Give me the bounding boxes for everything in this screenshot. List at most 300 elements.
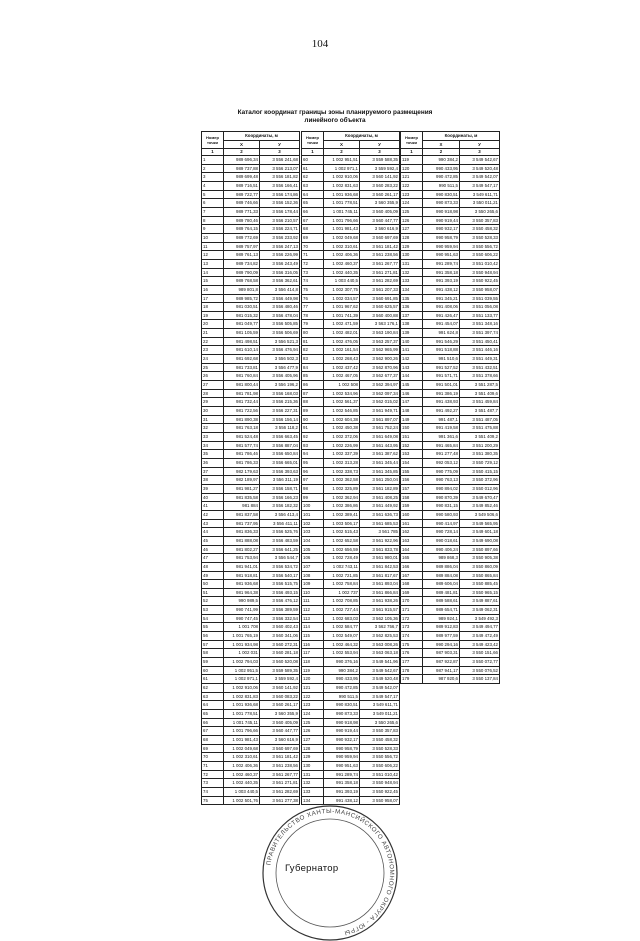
x-coord-cell: 1 001 796,66 bbox=[324, 216, 360, 225]
table-row bbox=[401, 545, 500, 554]
point-number-cell: 151 bbox=[401, 433, 423, 442]
table-row bbox=[202, 528, 300, 537]
point-number-cell: 94 bbox=[302, 450, 324, 459]
y-coord-cell: 3 550 556,72 bbox=[360, 753, 400, 762]
table-row bbox=[401, 623, 500, 632]
point-number-cell: 20 bbox=[202, 320, 224, 329]
point-number-cell: 162 bbox=[401, 528, 423, 537]
table-row bbox=[202, 363, 300, 372]
point-number-cell: 13 bbox=[202, 259, 224, 268]
table-row bbox=[302, 606, 400, 615]
table-row bbox=[302, 216, 400, 225]
point-number-cell: 99 bbox=[302, 493, 324, 502]
y-coord-cell: 3 561 752,24 bbox=[360, 424, 400, 433]
x-coord-cell: 981 786,33 bbox=[224, 458, 260, 467]
coord-table bbox=[400, 131, 500, 684]
y-coord-cell: 3 550 072,77 bbox=[460, 658, 500, 667]
page-number: 104 bbox=[311, 38, 329, 50]
y-coord-cell: 3 551 446,16 bbox=[460, 346, 500, 355]
table-row bbox=[202, 346, 300, 355]
x-coord-cell: 989 884,08 bbox=[423, 571, 460, 580]
y-coord-cell: 3 560 691,85 bbox=[360, 294, 400, 303]
x-coord-cell: 1 002 310,61 bbox=[324, 242, 360, 251]
coord-table-block-1 bbox=[201, 131, 300, 805]
x-coord-cell: 991 289,74 bbox=[324, 770, 360, 779]
y-coord-cell: 3 551 010,42 bbox=[460, 259, 500, 268]
point-number-cell: 114 bbox=[302, 623, 324, 632]
y-coord-cell: 3 561 893,04 bbox=[360, 580, 400, 589]
x-coord-cell: 981 015,32 bbox=[224, 311, 260, 320]
y-coord-cell: 3 556 525,76 bbox=[260, 528, 300, 537]
x-coord-cell: 981 890,38 bbox=[224, 415, 260, 424]
y-coord-cell: 3 561 866,84 bbox=[360, 588, 400, 597]
point-number-cell: 147 bbox=[401, 398, 423, 407]
y-coord-cell: 3 550 458,32 bbox=[360, 735, 400, 744]
y-coord-cell: 3 563 257,37 bbox=[360, 337, 400, 346]
x-coord-cell: 990 870,39 bbox=[423, 493, 460, 502]
y-coord-cell: 3 551 409,6 bbox=[460, 389, 500, 398]
table-row bbox=[302, 303, 400, 312]
y-coord-cell: 3 549 062,31 bbox=[460, 606, 500, 615]
table-row bbox=[202, 502, 300, 511]
x-coord-cell: 1 002 031 bbox=[224, 649, 260, 658]
point-number-cell: 73 bbox=[202, 779, 224, 788]
point-number-cell: 89 bbox=[302, 407, 324, 416]
table-row bbox=[202, 562, 300, 571]
y-coord-cell: 3 562 825,53 bbox=[360, 632, 400, 641]
table-row bbox=[401, 536, 500, 545]
x-coord-cell: 989 699,48 bbox=[224, 173, 260, 182]
x-coord-cell: 990 831,15 bbox=[423, 502, 460, 511]
point-number-cell: 176 bbox=[401, 649, 423, 658]
point-number-cell: 131 bbox=[401, 259, 423, 268]
table-row bbox=[401, 285, 500, 294]
y-coord-cell: 3 561 250,04 bbox=[360, 476, 400, 485]
y-coord-cell: 3 550 357,83 bbox=[460, 216, 500, 225]
y-coord-cell: 3 560 616,9 bbox=[260, 735, 300, 744]
x-coord-cell: 990 958,79 bbox=[423, 233, 460, 242]
y-coord-cell: 3 556 247,13 bbox=[260, 242, 300, 251]
x-coord-cell: 990 376,16 bbox=[324, 658, 360, 667]
x-coord-cell: 1 002 534,96 bbox=[324, 389, 360, 398]
x-coord-cell: 989 606,04 bbox=[423, 580, 460, 589]
table-row bbox=[401, 225, 500, 234]
x-coord-cell: 982 179,63 bbox=[224, 467, 260, 476]
table-row bbox=[202, 476, 300, 485]
y-coord-cell: 3 551 432,51 bbox=[460, 363, 500, 372]
point-number-cell: 45 bbox=[202, 536, 224, 545]
y-coord-cell: 3 561 938,26 bbox=[360, 597, 400, 606]
point-number-cell: 17 bbox=[202, 294, 224, 303]
point-number-cell: 98 bbox=[302, 484, 324, 493]
x-coord-cell: 989 780,46 bbox=[224, 216, 260, 225]
point-number-cell: 120 bbox=[401, 164, 423, 173]
table-row bbox=[302, 692, 400, 701]
point-number-cell: 117 bbox=[302, 649, 324, 658]
table-row bbox=[302, 311, 400, 320]
point-number-cell: 11 bbox=[202, 242, 224, 251]
table-row bbox=[401, 580, 500, 589]
x-coord-cell: 1 001 765,19 bbox=[224, 632, 260, 641]
y-coord-cell: 3 556 641,25 bbox=[260, 545, 300, 554]
x-coord-cell: 990 384,2 bbox=[324, 666, 360, 675]
y-coord-cell: 3 550 458,32 bbox=[460, 225, 500, 234]
y-coord-cell: 3 560 697,69 bbox=[360, 233, 400, 242]
table-row bbox=[302, 614, 400, 623]
table-row bbox=[202, 355, 300, 364]
y-coord-cell: 3 556 477,9 bbox=[260, 363, 300, 372]
table-row bbox=[302, 346, 400, 355]
table-row bbox=[302, 433, 400, 442]
x-coord-cell: 1 002 951,5 bbox=[224, 666, 260, 675]
table-row bbox=[401, 398, 500, 407]
y-coord-cell: 3 551 039,55 bbox=[460, 294, 500, 303]
table-row bbox=[202, 164, 300, 173]
x-coord-cell: 989 790,09 bbox=[224, 268, 260, 277]
y-coord-cell: 3 560 697,69 bbox=[260, 744, 300, 753]
table-row bbox=[302, 199, 400, 208]
x-coord-cell: 991 419,58 bbox=[423, 424, 460, 433]
point-number-cell: 62 bbox=[202, 684, 224, 693]
x-coord-cell: 989 734,82 bbox=[224, 259, 260, 268]
table-row bbox=[401, 363, 500, 372]
y-coord-cell: 3 556 196,2 bbox=[260, 381, 300, 390]
x-coord-cell: 989 912,83 bbox=[423, 623, 460, 632]
y-coord-cell: 3 561 277,38 bbox=[260, 796, 300, 805]
point-number-cell: 50 bbox=[202, 580, 224, 589]
y-coord-cell: 3 550 012,96 bbox=[460, 484, 500, 493]
table-row bbox=[401, 355, 500, 364]
x-coord-cell: 987 922,87 bbox=[423, 658, 460, 667]
x-coord-cell: 1 002 313,28 bbox=[324, 458, 360, 467]
y-coord-cell: 3 550 011,21 bbox=[460, 199, 500, 208]
table-row bbox=[202, 710, 300, 719]
y-coord-cell: 3 549 494,77 bbox=[460, 623, 500, 632]
x-coord-cell: 989 746,66 bbox=[224, 199, 260, 208]
y-coord-cell: 3 550 265,6 bbox=[360, 718, 400, 727]
x-coord-cell: 1 002 049,68 bbox=[324, 233, 360, 242]
point-number-cell: 70 bbox=[202, 753, 224, 762]
table-row bbox=[202, 381, 300, 390]
point-number-cell: 106 bbox=[302, 554, 324, 563]
table-row bbox=[401, 329, 500, 338]
x-coord-cell: 1 002 508 bbox=[324, 381, 360, 390]
x-coord-cell: 1 002 553,94 bbox=[324, 649, 360, 658]
table-row bbox=[202, 571, 300, 580]
x-coord-cell: 989 768,58 bbox=[224, 277, 260, 286]
y-coord-cell: 3 556 480,46 bbox=[260, 303, 300, 312]
point-number-cell: 78 bbox=[302, 311, 324, 320]
y-coord-cell: 3 549 506,6 bbox=[460, 510, 500, 519]
y-coord-cell: 3 550 897,66 bbox=[460, 545, 500, 554]
table-row bbox=[202, 727, 300, 736]
table-row bbox=[202, 181, 300, 190]
y-coord-cell: 3 556 174,86 bbox=[260, 190, 300, 199]
x-coord-cell: 1 002 831,83 bbox=[224, 692, 260, 701]
y-coord-cell: 3 560 083,22 bbox=[260, 692, 300, 701]
table-row bbox=[202, 718, 300, 727]
point-number-cell: 104 bbox=[302, 536, 324, 545]
x-coord-cell: 981 692,68 bbox=[224, 355, 260, 364]
header-axis-x: X bbox=[224, 141, 260, 149]
table-row bbox=[401, 424, 500, 433]
y-coord-cell: 3 556 505,85 bbox=[260, 320, 300, 329]
table-row bbox=[202, 484, 300, 493]
table-row bbox=[401, 528, 500, 537]
table-row bbox=[302, 398, 400, 407]
table-row bbox=[302, 597, 400, 606]
table-row bbox=[302, 588, 400, 597]
y-coord-cell: 3 550 151,66 bbox=[460, 649, 500, 658]
table-row bbox=[202, 666, 300, 675]
x-coord-cell: 1 002 406,36 bbox=[224, 761, 260, 770]
x-coord-cell: 990 830,51 bbox=[324, 701, 360, 710]
table-row bbox=[202, 320, 300, 329]
point-number-cell: 166 bbox=[401, 562, 423, 571]
y-coord-cell: 3 556 663,45 bbox=[260, 433, 300, 442]
column-index: 1 bbox=[401, 149, 423, 156]
table-row bbox=[302, 510, 400, 519]
table-row bbox=[202, 597, 300, 606]
point-number-cell: 171 bbox=[401, 606, 423, 615]
y-coord-cell: 3 556 414,8 bbox=[260, 285, 300, 294]
point-number-cell: 8 bbox=[202, 216, 224, 225]
point-number-cell: 67 bbox=[302, 216, 324, 225]
y-coord-cell: 3 551 200,29 bbox=[460, 441, 500, 450]
y-coord-cell: 3 562 870,96 bbox=[360, 363, 400, 372]
x-coord-cell: 987 903,31 bbox=[423, 649, 460, 658]
point-number-cell: 14 bbox=[202, 268, 224, 277]
point-number-cell: 59 bbox=[202, 658, 224, 667]
y-coord-cell: 3 561 949,71 bbox=[360, 407, 400, 416]
y-coord-cell: 3 556 502,3 bbox=[260, 355, 300, 364]
table-row bbox=[302, 407, 400, 416]
table-row bbox=[302, 727, 400, 736]
table-row bbox=[302, 519, 400, 528]
point-number-cell: 91 bbox=[302, 424, 324, 433]
table-row bbox=[302, 770, 400, 779]
x-coord-cell: 1 002 450,38 bbox=[324, 424, 360, 433]
x-coord-cell: 991 289,74 bbox=[423, 259, 460, 268]
point-number-cell: 29 bbox=[202, 398, 224, 407]
point-number-cell: 66 bbox=[202, 718, 224, 727]
point-number-cell: 85 bbox=[302, 372, 324, 381]
point-number-cell: 87 bbox=[302, 389, 324, 398]
x-coord-cell: 1 003 440,5 bbox=[224, 787, 260, 796]
table-row bbox=[302, 363, 400, 372]
table-row bbox=[302, 381, 400, 390]
y-coord-cell: 3 549 542,07 bbox=[360, 684, 400, 693]
y-coord-cell: 3 550 265,6 bbox=[460, 207, 500, 216]
y-coord-cell: 3 556 887,04 bbox=[260, 441, 300, 450]
column-index: 2 bbox=[324, 149, 360, 156]
point-number-cell: 48 bbox=[202, 562, 224, 571]
y-coord-cell: 3 556 650,84 bbox=[260, 450, 300, 459]
point-number-cell: 121 bbox=[401, 173, 423, 182]
point-number-cell: 115 bbox=[302, 632, 324, 641]
x-coord-cell: 1 002 515,43 bbox=[324, 528, 360, 537]
point-number-cell: 90 bbox=[302, 415, 324, 424]
x-coord-cell: 990 763,13 bbox=[423, 476, 460, 485]
table-row bbox=[401, 372, 500, 381]
x-coord-cell: 991 393,19 bbox=[324, 787, 360, 796]
header-axis-y: У bbox=[260, 141, 300, 149]
x-coord-cell: 981 049,77 bbox=[224, 320, 260, 329]
table-row bbox=[302, 337, 400, 346]
table-row bbox=[401, 649, 500, 658]
y-coord-cell: 3 556 478,04 bbox=[260, 311, 300, 320]
point-number-cell: 24 bbox=[202, 355, 224, 364]
point-number-cell: 122 bbox=[401, 181, 423, 190]
y-coord-cell: 3 550 958,07 bbox=[360, 796, 400, 805]
x-coord-cell: 991 438,12 bbox=[423, 285, 460, 294]
x-coord-cell: 990 747,45 bbox=[224, 614, 260, 623]
y-coord-cell: 3 551 380,35 bbox=[460, 450, 500, 459]
y-coord-cell: 3 563 176,1 bbox=[360, 320, 400, 329]
table-row bbox=[202, 389, 300, 398]
point-number-cell: 28 bbox=[202, 389, 224, 398]
x-coord-cell: 981 753,94 bbox=[224, 554, 260, 563]
table-row bbox=[401, 415, 500, 424]
point-number-cell: 107 bbox=[302, 562, 324, 571]
point-number-cell: 92 bbox=[302, 433, 324, 442]
y-coord-cell: 3 562 756,7 bbox=[360, 623, 400, 632]
y-coord-cell: 3 549 520,48 bbox=[360, 675, 400, 684]
x-coord-cell: 989 588,61 bbox=[423, 597, 460, 606]
y-coord-cell: 3 560 447,77 bbox=[260, 727, 300, 736]
table-row bbox=[401, 588, 500, 597]
point-number-cell: 140 bbox=[401, 337, 423, 346]
x-coord-cell: 1 002 406,36 bbox=[324, 251, 360, 260]
y-coord-cell: 3 556 544,7 bbox=[260, 554, 300, 563]
point-number-cell: 150 bbox=[401, 424, 423, 433]
y-coord-cell: 3 549 542,07 bbox=[460, 173, 500, 182]
table-row bbox=[202, 329, 300, 338]
x-coord-cell: 1 002 546,85 bbox=[324, 407, 360, 416]
x-coord-cell: 1 003 506,17 bbox=[324, 519, 360, 528]
y-coord-cell: 3 560 261,17 bbox=[260, 701, 300, 710]
y-coord-cell: 3 560 625,57 bbox=[360, 303, 400, 312]
column-index: 2 bbox=[423, 149, 460, 156]
x-coord-cell: 1 002 389,41 bbox=[324, 510, 360, 519]
x-coord-cell: 1 002 226,99 bbox=[324, 441, 360, 450]
point-number-cell: 116 bbox=[302, 640, 324, 649]
y-coord-cell: 3 561 238,56 bbox=[360, 251, 400, 260]
point-number-cell: 168 bbox=[401, 580, 423, 589]
table-row bbox=[401, 597, 500, 606]
y-coord-cell: 3 561 271,81 bbox=[260, 779, 300, 788]
point-number-cell: 144 bbox=[401, 372, 423, 381]
table-row bbox=[401, 493, 500, 502]
column-index: 3 bbox=[260, 149, 300, 156]
y-coord-cell: 3 556 476,94 bbox=[260, 346, 300, 355]
header-axis-y: У bbox=[360, 141, 400, 149]
point-number-cell: 124 bbox=[401, 199, 423, 208]
x-coord-cell: 991 358,18 bbox=[324, 779, 360, 788]
y-coord-cell: 3 550 885,45 bbox=[460, 580, 500, 589]
point-number-cell: 169 bbox=[401, 588, 423, 597]
x-coord-cell: 987 920,6 bbox=[423, 675, 460, 684]
point-number-cell: 138 bbox=[401, 320, 423, 329]
y-coord-cell: 3 561 345,85 bbox=[360, 467, 400, 476]
table-row bbox=[401, 311, 500, 320]
y-coord-cell: 3 556 311,19 bbox=[260, 476, 300, 485]
table-row bbox=[401, 173, 500, 182]
y-coord-cell: 3 561 238,56 bbox=[260, 761, 300, 770]
header-coordinates: Координаты, м bbox=[423, 132, 500, 141]
y-coord-cell: 3 556 152,36 bbox=[260, 199, 300, 208]
y-coord-cell: 3 561 649,08 bbox=[360, 433, 400, 442]
point-number-cell: 120 bbox=[302, 675, 324, 684]
y-coord-cell: 3 560 405,09 bbox=[260, 718, 300, 727]
header-point-number: Номер точки bbox=[202, 132, 224, 149]
x-coord-cell: 991 393,19 bbox=[423, 277, 460, 286]
seal-signature-title: Губернатор bbox=[285, 863, 339, 874]
y-coord-cell: 3 561 271,81 bbox=[360, 268, 400, 277]
y-coord-cell: 3 561 182,89 bbox=[360, 484, 400, 493]
table-row bbox=[302, 744, 400, 753]
y-coord-cell: 3 556 534,72 bbox=[260, 562, 300, 571]
table-row bbox=[401, 233, 500, 242]
x-coord-cell: 981 105,59 bbox=[224, 329, 260, 338]
table-row bbox=[302, 649, 400, 658]
y-coord-cell: 3 560 402,43 bbox=[260, 623, 300, 632]
y-coord-cell: 3 561 897,07 bbox=[360, 415, 400, 424]
y-coord-cell: 3 556 665,01 bbox=[260, 458, 300, 467]
y-coord-cell: 3 556 540,17 bbox=[260, 571, 300, 580]
point-number-cell: 36 bbox=[202, 458, 224, 467]
x-coord-cell: 981 732,44 bbox=[224, 398, 260, 407]
point-number-cell: 77 bbox=[302, 303, 324, 312]
table-row bbox=[302, 718, 400, 727]
table-row bbox=[202, 770, 300, 779]
point-number-cell: 80 bbox=[302, 329, 324, 338]
x-coord-cell: 990 414,97 bbox=[423, 519, 460, 528]
y-coord-cell: 3 560 283,22 bbox=[360, 181, 400, 190]
point-number-cell: 118 bbox=[302, 658, 324, 667]
point-number-cell: 60 bbox=[302, 156, 324, 165]
x-coord-cell: 981 737,95 bbox=[224, 519, 260, 528]
y-coord-cell: 3 556 389,59 bbox=[260, 606, 300, 615]
table-row bbox=[401, 450, 500, 459]
point-number-cell: 100 bbox=[302, 502, 324, 511]
x-coord-cell: 1 002 440,35 bbox=[324, 268, 360, 277]
y-coord-cell: 3 549 887,61 bbox=[460, 597, 500, 606]
table-row bbox=[302, 329, 400, 338]
table-row bbox=[302, 268, 400, 277]
table-row bbox=[302, 554, 400, 563]
x-coord-cell: 1 003 440,5 bbox=[324, 277, 360, 286]
point-number-cell: 38 bbox=[202, 476, 224, 485]
y-coord-cell: 3 560 355,9 bbox=[360, 199, 400, 208]
x-coord-cell: 1 002 337,39 bbox=[324, 450, 360, 459]
y-coord-cell: 3 550 606,22 bbox=[360, 761, 400, 770]
x-coord-cell: 1 001 981,43 bbox=[324, 225, 360, 234]
point-number-cell: 141 bbox=[401, 346, 423, 355]
y-coord-cell: 3 550 948,94 bbox=[360, 779, 400, 788]
table-row bbox=[302, 571, 400, 580]
point-number-cell: 25 bbox=[202, 363, 224, 372]
point-number-cell: 23 bbox=[202, 346, 224, 355]
point-number-cell: 154 bbox=[401, 458, 423, 467]
y-coord-cell: 3 561 387,62 bbox=[360, 450, 400, 459]
table-row bbox=[202, 259, 300, 268]
table-row bbox=[202, 692, 300, 701]
y-coord-cell: 3 561 267,77 bbox=[360, 259, 400, 268]
point-number-cell: 134 bbox=[302, 796, 324, 805]
point-number-cell: 40 bbox=[202, 493, 224, 502]
table-row bbox=[302, 562, 400, 571]
